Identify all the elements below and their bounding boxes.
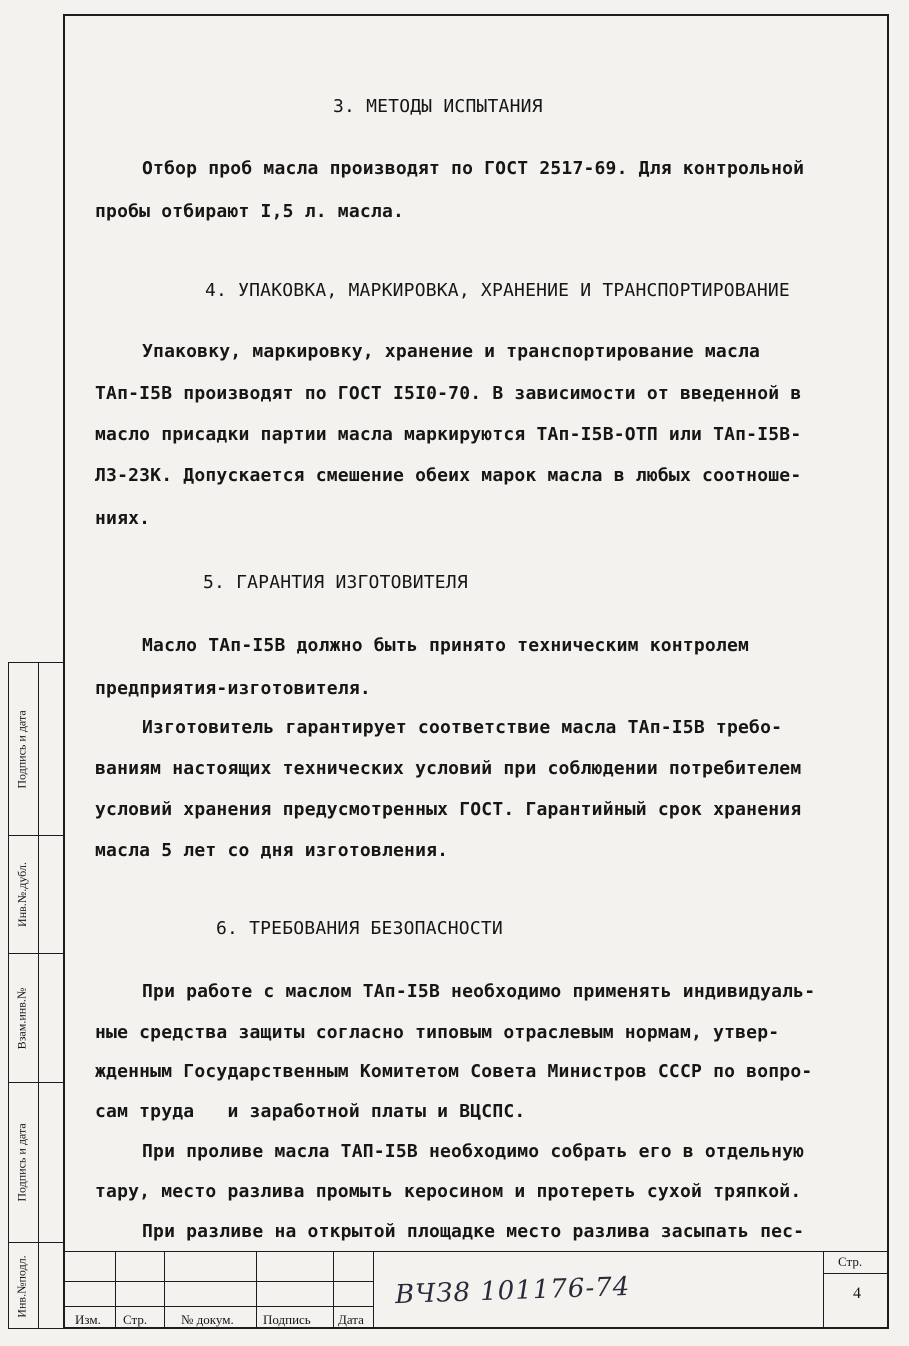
caption-doc-number: № докум. [181, 1312, 234, 1327]
section-6-line-4: сам труда и заработной платы и ВЦСПС. [95, 1101, 526, 1122]
side-cell-orig-inv [9, 1243, 63, 1330]
section-6-line-3: жденным Государственным Комитетом Совета Министров СССР по вопро- [95, 1061, 813, 1082]
side-stamp [8, 662, 63, 1329]
side-label: Инв.№подл. [14, 1255, 29, 1318]
side-cell-replace-inv [9, 954, 63, 1083]
section-6-line-6: тару, место разлива промыть керосином и протереть сухой тряпкой. [95, 1181, 802, 1202]
section-3-heading: 3. МЕТОДЫ ИСПЫТАНИЯ [333, 96, 543, 117]
section-6-line-7: При разливе на открытой площадке место разлива засыпать пес- [142, 1221, 805, 1242]
caption-change: Изм. [75, 1312, 101, 1327]
section-4-line-5: ниях. [95, 508, 151, 529]
caption-signature: Подпись [263, 1312, 311, 1327]
section-6-line-5: При проливе масла ТАП-I5В необходимо собрать его в отдельную [142, 1141, 805, 1162]
section-3-line-1: Отбор проб масла производят по ГОСТ 2517-69. Для контрольной [142, 158, 805, 179]
side-label: Взам.инв.№ [14, 987, 29, 1049]
section-5-line-6: масла 5 лет со дня изготовления. [95, 840, 449, 861]
section-4-heading: 4. УПАКОВКА, МАРКИРОВКА, ХРАНЕНИЕ И ТРАНСПОРТИРОВАНИЕ [205, 280, 790, 301]
section-3-line-2: пробы отбирают I,5 л. масла. [95, 201, 405, 222]
side-cell-signature-date-1 [9, 663, 63, 836]
section-4-line-1: Упаковку, маркировку, хранение и транспортирование масла [142, 341, 761, 362]
section-5-line-2: предприятия-изготовителя. [95, 678, 371, 699]
document-code: ВЧЗ8 101176-74 [394, 1271, 631, 1311]
side-label: Подпись и дата [14, 709, 29, 789]
side-cell-signature-date-2 [9, 1083, 63, 1243]
caption-sheet: Стр. [123, 1312, 148, 1327]
section-5-line-5: условий хранения предусмотренных ГОСТ. Гарантийный срок хранения [95, 799, 802, 820]
section-5-heading: 5. ГАРАНТИЯ ИЗГОТОВИТЕЛЯ [203, 572, 468, 593]
page-label: Стр. [838, 1254, 863, 1269]
section-6-heading: 6. ТРЕБОВАНИЯ БЕЗОПАСНОСТИ [216, 918, 503, 939]
page-number: 4 [853, 1285, 861, 1302]
section-5-line-4: ваниям настоящих технических условий при соблюдении потребителем [95, 758, 802, 779]
side-label: Подпись и дата [14, 1123, 29, 1202]
caption-date: Дата [338, 1312, 364, 1327]
section-5-line-1: Масло ТАп-I5В должно быть принято техническим контролем [142, 635, 750, 656]
section-6-line-2: ные средства защиты согласно типовым отраслевым нормам, утвер- [95, 1022, 780, 1043]
side-cell-dup-inv [9, 836, 63, 954]
section-4-line-4: ЛЗ-23К. Допускается смешение обеих марок масла в любых соотноше- [95, 465, 802, 486]
side-label: Инв.№.дубл. [14, 862, 29, 927]
section-4-line-2: ТАп-I5В производят по ГОСТ I5I0-70. В зависимости от введенной в [95, 383, 802, 404]
section-4-line-3: масло присадки партии масла маркируются ТАп-I5В-ОТП или ТАп-I5В- [95, 424, 802, 445]
section-5-line-3: Изготовитель гарантирует соответствие масла ТАп-I5В требо- [142, 717, 783, 738]
section-6-line-1: При работе с маслом ТАп-I5В необходимо применять индивидуаль- [142, 981, 816, 1002]
